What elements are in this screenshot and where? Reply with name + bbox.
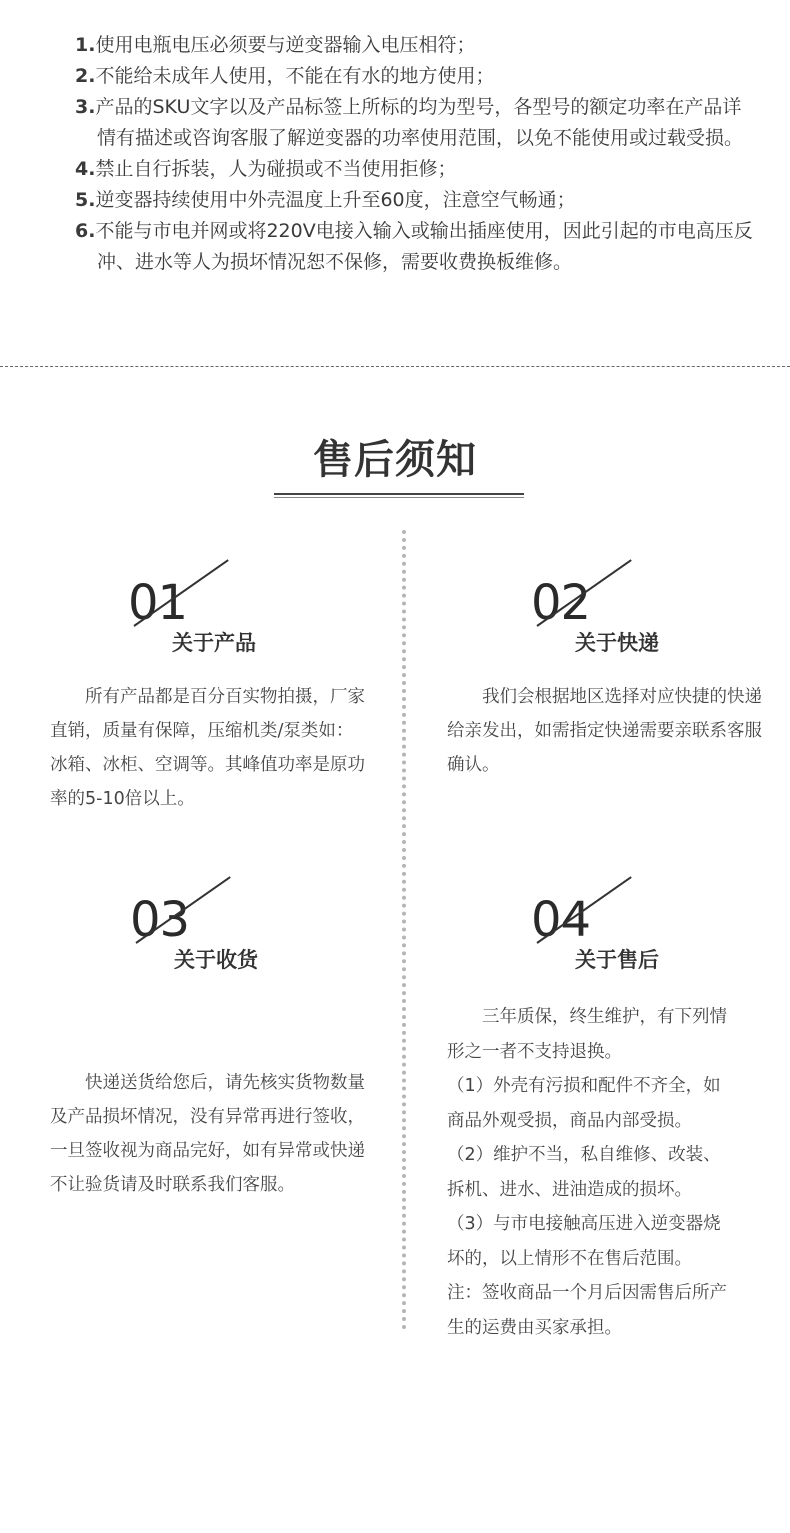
text-line: 注：签收商品一个月后因需售后所产 — [447, 1283, 727, 1303]
note-number: 2. — [75, 65, 96, 87]
note-item — [75, 216, 755, 278]
text-line: 坏的，以上情形不在售后范围。 — [447, 1248, 692, 1269]
item-title: 关于收货 — [174, 948, 258, 972]
text-line: （2）维护不当，私自维修、改装、 — [447, 1145, 721, 1165]
dashed-divider — [0, 366, 790, 367]
note-number: 3. — [75, 96, 96, 118]
item-number: 03 — [130, 892, 190, 948]
note-item — [75, 185, 755, 216]
note-text: 使用电瓶电压必须要与逆变器输入电压相符； — [95, 34, 476, 56]
title-underline-thin — [274, 497, 524, 498]
item-number: 01 — [128, 575, 188, 631]
item-title: 关于售后 — [575, 948, 659, 972]
vertical-dotted-divider — [402, 530, 406, 1330]
item-number: 04 — [531, 892, 591, 948]
item-01-text: 所有产品都是百分百实物拍摄，厂家直销，质量有保障，压缩机类/泵类如：冰箱、冰柜、空调等。其峰值功率是原功率的5-10倍以上。 — [50, 687, 365, 809]
note-item — [75, 61, 755, 92]
text-line: 生的运费由买家承担。 — [447, 1317, 622, 1338]
note-number: 6. — [75, 220, 96, 242]
note-text: 不能与市电并网或将220V电接入输入或输出插座使用，因此引起的市电高压反冲、进水等人为损坏情况恕不保修，需要收费换板维修。 — [95, 220, 753, 273]
note-number: 4. — [75, 158, 96, 180]
note-item — [75, 154, 755, 185]
text-line: 三年质保，终生维护，有下列情 — [447, 1007, 727, 1027]
note-number: 1. — [75, 34, 96, 56]
item-number: 02 — [531, 575, 591, 631]
item-04-text — [447, 1000, 769, 1345]
item-04-header — [531, 892, 711, 982]
item-02-header — [531, 575, 711, 665]
item-03-header — [130, 892, 310, 982]
text-line: 拆机、进水、进油造成的损坏。 — [447, 1179, 692, 1200]
item-title: 关于产品 — [172, 631, 256, 655]
text-line: 形之一者不支持退换。 — [447, 1041, 622, 1062]
item-01-header — [128, 575, 308, 665]
text-line: （1）外壳有污损和配件不齐全，如 — [447, 1076, 721, 1096]
text-line: （3）与市电接触高压进入逆变器烧 — [447, 1214, 721, 1234]
note-text: 不能给未成年人使用，不能在有水的地方使用； — [95, 65, 495, 87]
item-02-text: 我们会根据地区选择对应快捷的快递给亲发出，如需指定快递需要亲联系客服确认。 — [447, 687, 762, 775]
item-title: 关于快递 — [575, 631, 659, 655]
usage-notes-list — [75, 30, 755, 278]
section-title: 售后须知 — [313, 437, 477, 483]
text-line: 商品外观受损，商品内部受损。 — [447, 1110, 692, 1131]
note-item — [75, 30, 755, 61]
note-text: 产品的SKU文字以及产品标签上所标的均为型号，各型号的额定功率在产品详情有描述或咨询客服了解逆变器的功率使用范围，以免不能使用或过载受损。 — [95, 96, 744, 149]
note-text: 禁止自行拆装，人为碰损或不当使用拒修； — [95, 158, 457, 180]
note-number: 5. — [75, 189, 96, 211]
note-item — [75, 92, 755, 154]
note-text: 逆变器持续使用中外壳温度上升至60度，注意空气畅通； — [95, 189, 576, 211]
item-03-text: 快递送货给您后，请先核实货物数量及产品损坏情况，没有异常再进行签收，一旦签收视为商品完好，如有异常或快递不让验货请及时联系我们客服。 — [50, 1073, 365, 1195]
title-underline — [274, 493, 524, 495]
